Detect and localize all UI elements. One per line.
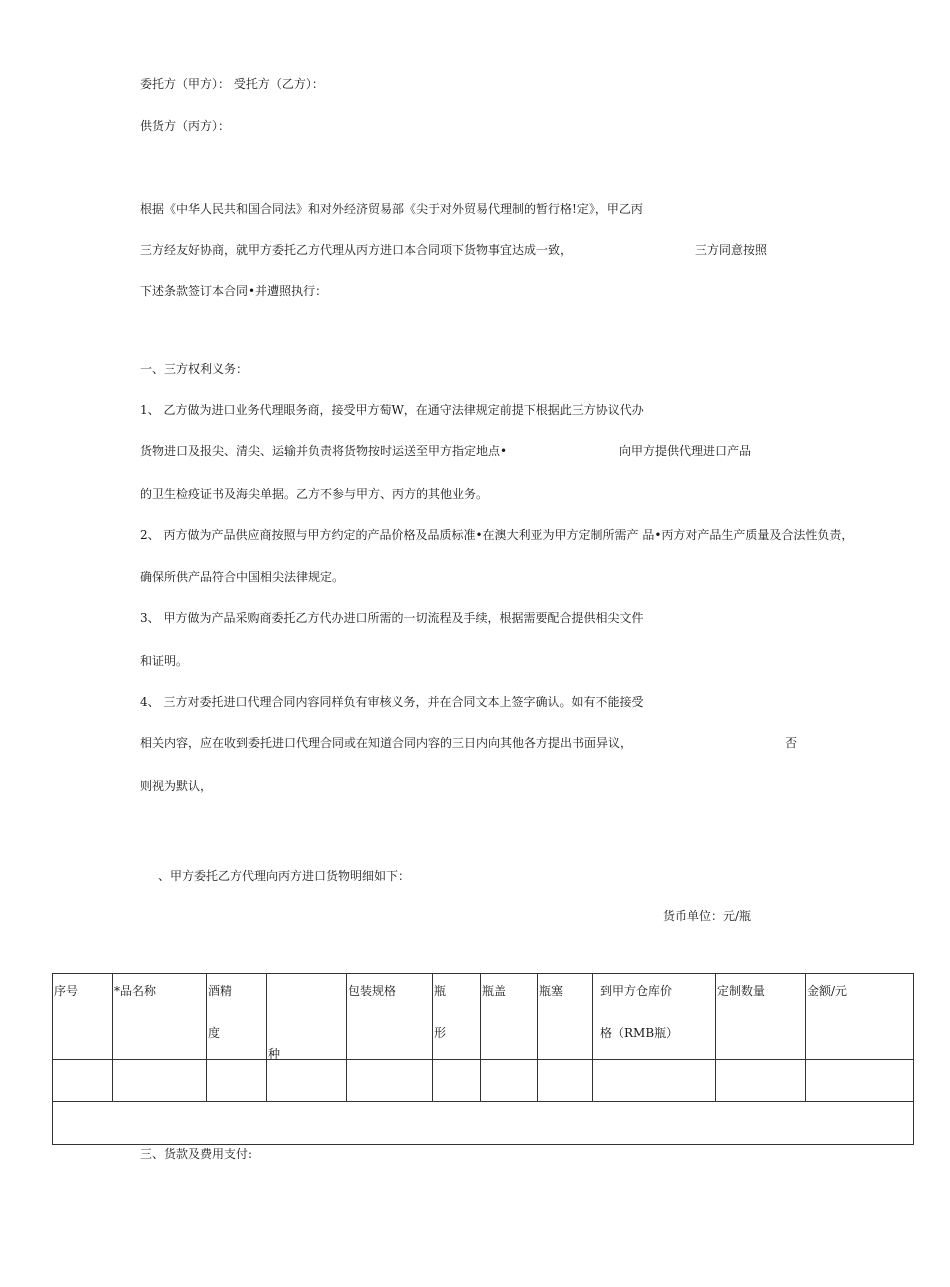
- table-header-row: [53, 974, 914, 1060]
- intro-line-2a: 三方经友好协商，就甲方委托乙方代理从丙方进口本合同项下货物事宜达成一致，: [140, 243, 573, 257]
- item-1-line-1: 1、 乙方做为进口业务代理眼务商，接受甲方萄W，在通守法律规定前提下根据此三方协议代办: [140, 403, 644, 417]
- intro-line-3: 下述条款签订本合同•并遭照执行：: [140, 284, 328, 298]
- header-cell-quantity: 定制数量: [716, 974, 806, 1060]
- goods-detail-table: [52, 973, 914, 1145]
- item-4-line-3: 则视为默认，: [140, 779, 213, 793]
- header-cell-variety: 种: [267, 974, 347, 1060]
- item-1-line-2a: 货物进口及报尖、清尖、运输并负责将货物按时运送至甲方指定地点•: [140, 444, 508, 458]
- item-4-line-2b: 否: [785, 736, 798, 750]
- header-cell-bottle-shape: 瓶 形: [433, 974, 481, 1060]
- item-1-line-3: 的卫生检疫证书及海尖单据。乙方不参与甲方、丙方的其他业务。: [140, 487, 489, 501]
- header-cell-cap: 瓶盖: [481, 974, 538, 1060]
- header-cell-product-name: *品名称: [113, 974, 207, 1060]
- header-cell-price: 到甲方仓库价 格（RMB瓶）: [593, 974, 716, 1060]
- currency-unit: 货币单位：元/瓶: [663, 909, 752, 923]
- header-cell-packaging: 包装规格: [347, 974, 433, 1060]
- item-4-line-1: 4、 三方对委托进口代理合同内容同样负有审核义务，并在合同文本上签字确认。如有不能接受: [140, 695, 644, 709]
- intro-line-2b: 三方同意按照: [695, 243, 768, 257]
- section-1-title: 一、三方权利义务：: [140, 362, 249, 376]
- item-3-line-1: 3、 甲方做为产品采购商委托乙方代办进口所需的一切流程及手续，根据需要配合提供相尖文件: [140, 611, 644, 625]
- header-cell-amount: 金额/元: [806, 974, 914, 1060]
- header-cell-cork: 瓶塞: [538, 974, 593, 1060]
- party-c-line: 供货方（丙方）：: [140, 119, 231, 133]
- header-cell-index: 序号: [53, 974, 113, 1060]
- item-1-line-2b: 向甲方提供代理进口产品: [619, 444, 752, 458]
- header-cell-alcohol: 酒精 度: [207, 974, 267, 1060]
- table-row: [53, 1060, 914, 1102]
- table-row: [53, 1102, 914, 1145]
- section-3-title: 三、货款及费用支付:: [140, 1147, 253, 1161]
- intro-line-1: 根据《中华人民共和国合同法》和对外经济贸易部《尖于对外贸易代理制的暂行格!定》，甲乙丙: [140, 202, 643, 216]
- item-4-line-2a: 相关内容，应在收到委托进口代理合同或在知道合同内容的三日内向其他各方提出书面异议，: [140, 736, 633, 750]
- party-a-b-line: 委托方（甲方）： 受托方（乙方）：: [140, 77, 324, 91]
- item-2-line-2: 确保所供产品符合中国相尖法律规定。: [140, 570, 345, 584]
- item-2-line-1: 2、 丙方做为产品供应商按照与甲方约定的产品价格及品质标准•在澳大利亚为甲方定制所需产 品•丙方对产品生产质量及合法性负责，: [140, 528, 854, 542]
- section-2-title: 、甲方委托乙方代理向丙方进口货物明细如下：: [158, 869, 411, 883]
- item-3-line-2: 和证明。: [140, 654, 189, 668]
